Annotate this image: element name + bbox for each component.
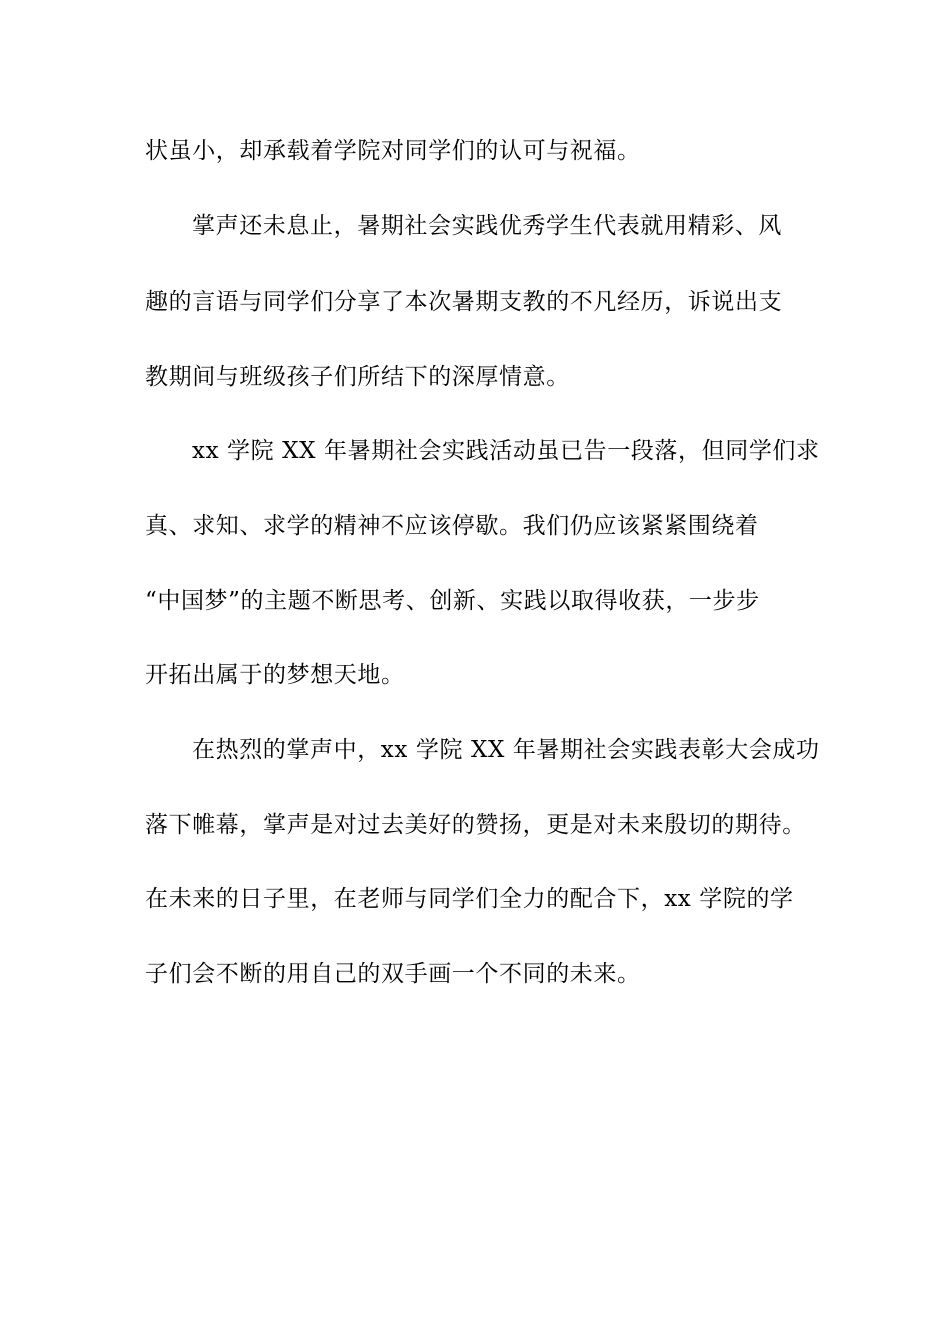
text-line: 子们会不断的用自己的双手画一个不同的未来。 <box>145 961 641 987</box>
text-line: 趣的言语与同学们分享了本次暑期支教的不凡经历，诉说出支 <box>145 289 783 315</box>
text-line: 落下帷幕，掌声是对过去美好的赞扬，更是对未来殷切的期待。 <box>145 812 806 838</box>
paragraph-start-line: 掌声还未息止，暑期社会实践优秀学生代表就用精彩、风 <box>192 213 782 239</box>
text-line: “中国梦”的主题不断思考、创新、实践以取得收获，一步步 <box>145 588 760 614</box>
paragraph-start-line: xx 学院 XX 年暑期社会实践活动虽已告一段落，但同学们求 <box>192 438 820 464</box>
text-line: 状虽小，却承载着学院对同学们的认可与祝福。 <box>145 138 641 164</box>
paragraph-start-line: 在热烈的掌声中，xx 学院 XX 年暑期社会实践表彰大会成功 <box>192 737 820 763</box>
text-line: 在未来的日子里，在老师与同学们全力的配合下，xx 学院的学 <box>145 886 794 912</box>
text-line: 开拓出属于的梦想天地。 <box>145 662 405 688</box>
text-line: 教期间与班级孩子们所结下的深厚情意。 <box>145 364 570 390</box>
text-line: 真、求知、求学的精神不应该停歇。我们仍应该紧紧围绕着 <box>145 513 759 539</box>
